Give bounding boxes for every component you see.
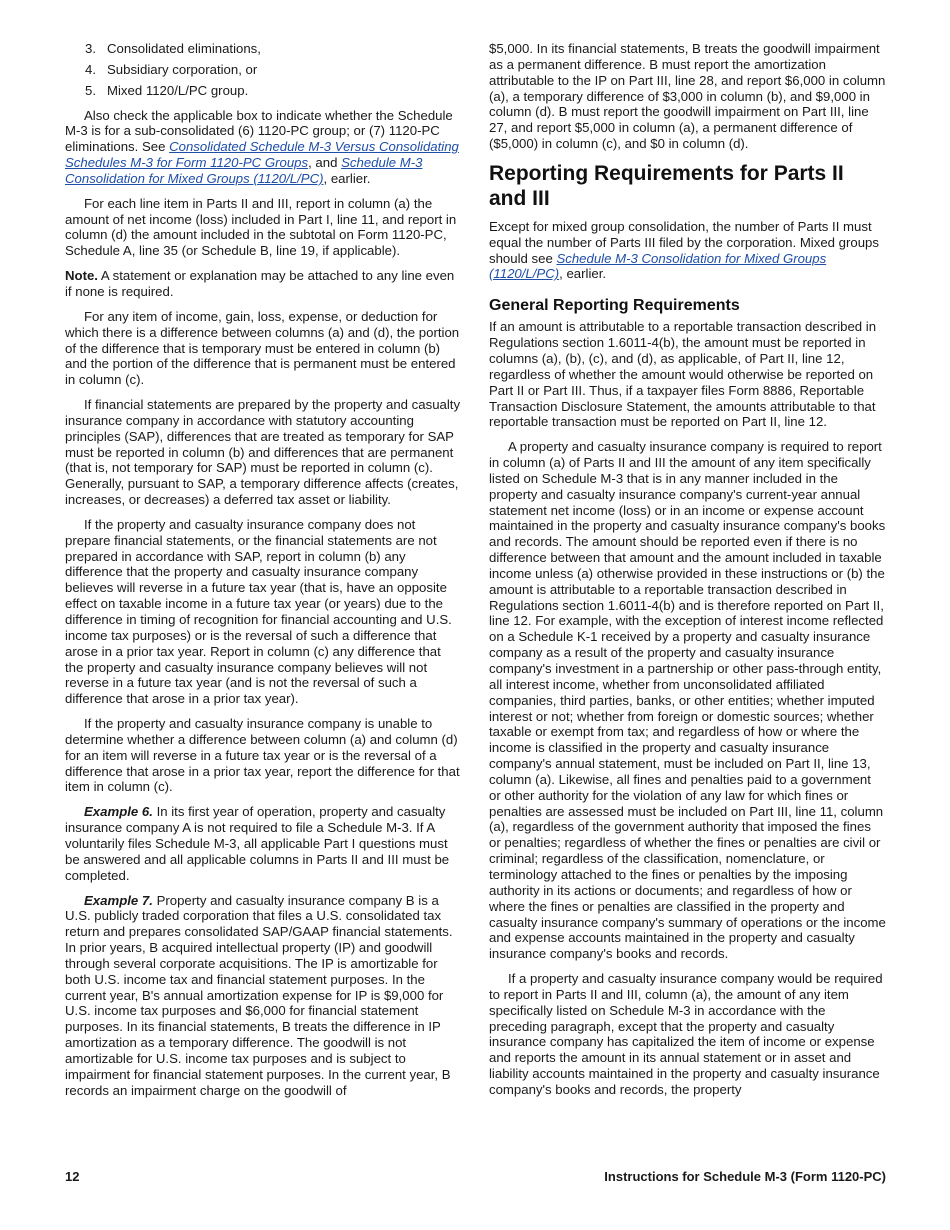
list-item: 5. Mixed 1120/L/PC group. bbox=[85, 82, 249, 98]
page-number: 12 bbox=[65, 1169, 80, 1184]
note-paragraph: Note. A statement or explanation may be attached to any line even if none is required. bbox=[65, 268, 455, 299]
paragraph-no-financial-statements: If the property and casualty insurance company does not prepare financial statements, or the financial statements are not prepared in accordance with SAP, report in column (b) any difference that the property and casualty insurance company believes will reverse in a future tax year (that is, have an opposite effect on taxable income in a future tax year (or years) due to the difference in timing of recognition for financial accounting and U.S. income tax purposes) or is the reversal of such a difference that arose in a prior tax year. Report in column (c) any difference that the property and casualty insurance company believes will not reverse in a future tax year (and is not the reversal of such a difference that arose in a prior tax year). bbox=[65, 516, 452, 707]
list-item: 3. Consolidated eliminations, bbox=[85, 41, 261, 56]
paragraph-temporary-permanent: For any item of income, gain, loss, expense, or deduction for which there is a difference between columns (a) and (d), the portion of the difference that is temporary must be entered in column (b) and the portion of the difference that is permanent must be entered in column (c). bbox=[65, 308, 460, 388]
paragraph-capitalized-items: If a property and casualty insurance company would be required to report in Parts II and III, column (a), the amount of any item specifically listed on Schedule M-3 in accordance with the preceding paragraph, except that the property and casualty insurance company has capitalized the item of income or expense and reports the amount in its annual statement or in asset and liability accounts maintained in the property and casualty insurance company's books and records, the property bbox=[489, 971, 883, 1097]
paragraph-unable-to-determine: If the property and casualty insurance company is unable to determine whether a difference between column (a) and column (d) for an item will reverse in a future tax year or is the reversal of a difference that arose in a prior tax year, report the difference for that item in column (c). bbox=[65, 716, 460, 795]
example-6: Example 6. In its first year of operation, property and casualty insurance company A is not required to file a Schedule M-3. If A voluntarily files Schedule M-3, all applicable Part I questions must be answered and all applicable columns in Parts II and III must be completed. bbox=[65, 804, 450, 883]
example-6-label: Example 6. bbox=[84, 804, 153, 820]
paragraph-mixed-group: Except for mixed group consolidation, the number of Parts II must equal the number of Parts III filed by the corporation. Mixed groups should see Schedule M-3 Consolidation for Mixed Groups (1120/L/PC), earlier. bbox=[489, 218, 879, 282]
paragraph-reportable-transaction: If an amount is attributable to a reportable transaction described in Regulations section 1.6011-4(b), the amount must be reported in columns (a), (b), (c), and (d), as applicable, of Part II, line 12, regardless of whether the amount would otherwise be reported on Part II or Part III. Thus, if a taxpayer files Form 8886, Reportable Transaction Disclosure Statement, the amounts attributable to that reportable transaction must be reported on Part II, line 12. bbox=[489, 319, 877, 430]
right-column bbox=[489, 41, 886, 1107]
section-heading: Reporting Requirements for Parts II and III bbox=[489, 161, 844, 210]
document-title: Instructions for Schedule M-3 (Form 1120-PC) bbox=[604, 1169, 886, 1184]
paragraph-sap: If financial statements are prepared by the property and casualty insurance company in accordance with statutory accounting principles (SAP), differences that are treated as temporary for SAP must be reported in column (b) and differences that are permanent (that is, not temporary for SAP) must be reported in column (c). Generally, pursuant to SAP, a temporary difference affects (creates, increases, or decreases) a deferred tax asset or liability. bbox=[65, 397, 461, 508]
note-label: Note. bbox=[65, 268, 98, 284]
link-mixed-groups-consolidation[interactable]: Schedule M-3 Consolidation for Mixed Groups (1120/L/PC) bbox=[65, 155, 423, 186]
left-column bbox=[65, 41, 461, 1107]
example-7: Example 7. Property and casualty insurance company B is a U.S. publicly traded corporation that files a U.S. consolidated tax return and prepares consolidated SAP/GAAP financial statements. In prior years, B acquired intellectual property (IP) and goodwill through several corporate acquisitions. The IP is amortizable for both U.S. income tax and financial statement purposes. In the current year, B's annual amortization expense for IP is $9,000 for U.S. income tax purposes and $6,000 for financial statement purposes. In its financial statements, B treats the difference in IP amortization as a temporary difference. The goodwill is not amortizable for U.S. income tax purposes and is subject to impairment for financial statement purposes. In the current year, B records an impairment charge on the goodwill of bbox=[65, 892, 453, 1098]
paragraph-column-a-requirement: A property and casualty insurance company is required to report in column (a) of Parts II and III the amount of any item specifically listed on Schedule M-3 that is in any manner included in the property and casualty insurance company's current-year annual statement net income (loss) or in an income or expense account maintained in the property and casualty insurance company's books and records. The amount should be reported even if there is no difference between that amount and the amount included in taxable income unless (a) otherwise provided in these instructions or (b) the amount is attributable to a reportable transaction described in Regulations section 1.6011-4(b) and is therefore reported on Part II, line 12. For example, with the exception of interest income reflected on a Schedule K-1 received by a property and casualty insurance company as a result of the property and casualty insurance company's investment in a partnership or other pass-through entity, all interest income, whether from unconsolidated affiliated companies, third parties, banks, or other entities; whether imputed interest or not; whether from foreign or domestic sources; whether taxable or exempt from tax; and regardless of how or where the income is classified in the property and casualty insurance company's annual statement, must be included on Part II, line 13, column (a). Likewise, all fines and penalties paid to a government or other authority for the violation of any law for which fines or penalties are assessed must be included on Part III, line 11, column (a), regardless of the government authority that imposed the fines or penalties; regardless of whether the fines or penalties are civil or criminal; regardless of the classification, nomenclature, or terminology attached to the fines or penalties by the imposing authority in its actions or documents; and regardless of how or where the fines or penalties are classified in the property and casualty insurance company's summary of operations or the income and expense accounts maintained in the property and casualty insurance company's books and records. bbox=[489, 439, 886, 962]
subsection-heading: General Reporting Requirements bbox=[489, 297, 740, 315]
paragraph-line-items: For each line item in Parts II and III, report in column (a) the amount of net income (loss) included in Part I, line 11, and report in column (d) the amount included in the subtotal on Form 1120-PC, Schedule A, line 35 (or Schedule B, line 19, if applicable). bbox=[65, 195, 457, 259]
link-consolidated-vs-consolidating[interactable]: Consolidated Schedule M-3 Versus Consolidating Schedules M-3 for Form 1120-PC Groups bbox=[65, 139, 459, 171]
paragraph-applicable-box: Also check the applicable box to indicate whether the Schedule M-3 is for a sub-consolidated (6) 1120-PC group; or (7) 1120-PC eliminations. See Consolidated Schedule M-3 Versus Consolidating Schedules M-3 for Form 1120-PC Groups, and Schedule M-3 Consolidation for Mixed Groups (1120/L/PC), earlier. bbox=[65, 107, 459, 186]
numbered-list bbox=[65, 41, 461, 99]
example-7-continued: $5,000. In its financial statements, B treats the goodwill impairment as a permanent difference. B must report the amortization attributable to the IP on Part III, line 28, and report $6,000 in column (a), a temporary difference of $3,000 in column (b), and $9,000 in column (d). B must report the goodwill impairment on Part III, line 27, and report $5,000 in column (a), a permanent difference of ($5,000) in column (c), and $0 in column (d). bbox=[489, 41, 886, 152]
list-item: 4. Subsidiary corporation, or bbox=[85, 61, 258, 77]
link-mixed-groups-consolidation-2[interactable]: Schedule M-3 Consolidation for Mixed Groups (1120/L/PC) bbox=[489, 250, 827, 282]
example-7-label: Example 7. bbox=[84, 892, 153, 908]
